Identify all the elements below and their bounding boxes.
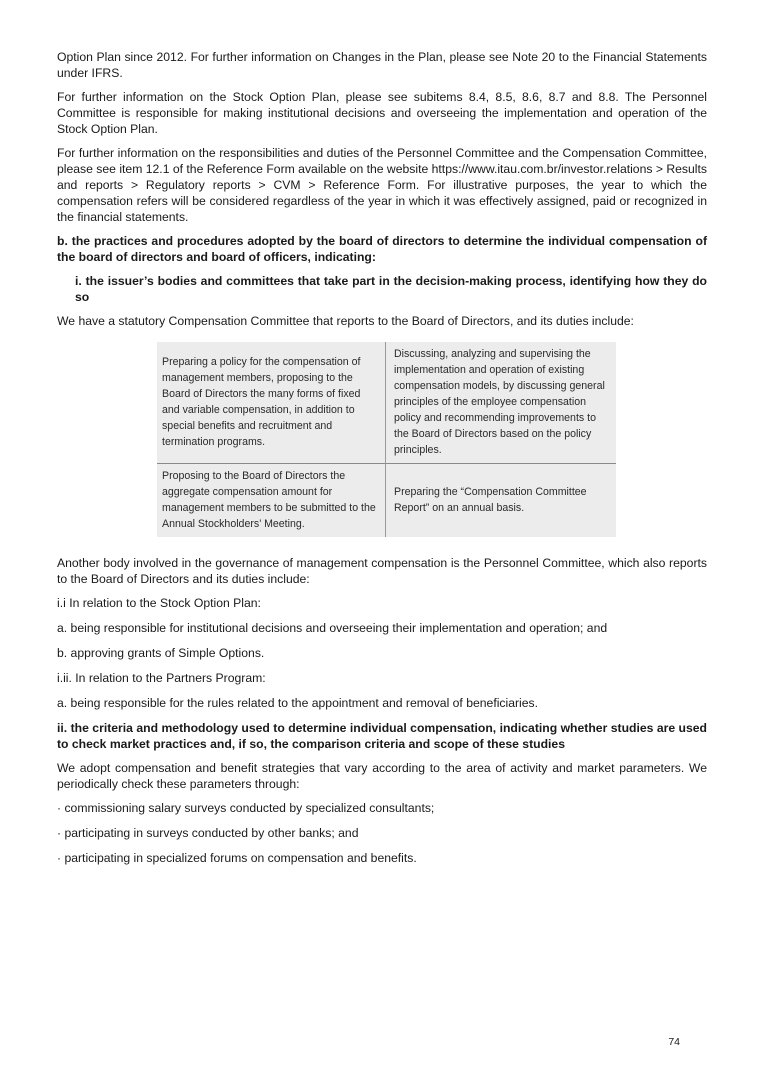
list-item: i.i In relation to the Stock Option Plan:	[57, 596, 261, 610]
list-item: a. being responsible for the rules related to the appointment and removal of beneficiaries.	[57, 696, 539, 710]
paragraph-personnel-committee: Another body involved in the governance of management compensation is the Personnel Committee, which also reports to the Board of Directors and its duties include:	[57, 556, 707, 586]
duty-cell: Preparing a policy for the compensation of management members, proposing to the Board of Directors the many forms of fixed and variable compensation, in addition to special benefits and recruitment and termination programs.	[157, 342, 386, 463]
document-page	[57, 49, 707, 875]
list-item: b. approving grants of Simple Options.	[57, 646, 265, 660]
bullet-item: · participating in surveys conducted by other banks; and	[57, 826, 359, 840]
paragraph-responsibilities: For further information on the responsibilities and duties of the Personnel Committee and the Compensation Committee, please see item 12.1 of the Reference Form available on the website https://www.itau.com.br/investor.relations > Results and reports > Regulatory reports > CVM > Reference Form. For illustrative purposes, the year to which the compensation refers will be considered regardless of the year in which it was effectively assigned, paid or recognized in the financial statements.	[57, 146, 707, 224]
bullet-item: · participating in specialized forums on compensation and benefits.	[57, 851, 417, 865]
subsection-heading-i: i. the issuer’s bodies and committees that take part in the decision-making process, identifying how they do so	[75, 274, 707, 304]
subsection-heading-ii: ii. the criteria and methodology used to determine individual compensation, indicating whether studies are used to check market practices and, if so, the comparison criteria and scope of these studies	[57, 721, 707, 751]
paragraph-compensation-committee: We have a statutory Compensation Committee that reports to the Board of Directors, and its duties include:	[57, 314, 634, 328]
bullet-item: · commissioning salary surveys conducted by specialized consultants;	[57, 801, 435, 815]
duty-cell: Preparing the “Compensation Committee Report” on an annual basis.	[386, 463, 616, 537]
page-number: 74	[668, 1036, 680, 1048]
duty-cell: Discussing, analyzing and supervising the implementation and operation of existing compensation models, by discussing general principles of the employee compensation policy and recommending improvements to the Board of Directors based on the policy principles.	[394, 348, 605, 456]
paragraph-stock-option-plan: For further information on the Stock Option Plan, please see subitems 8.4, 8.5, 8.6, 8.7 and 8.8. The Personnel Committee is responsible for making institutional decisions and overseeing the implementation and operation of the Stock Option Plan.	[57, 90, 707, 136]
list-item: i.ii. In relation to the Partners Program:	[57, 671, 266, 685]
paragraph-strategies: We adopt compensation and benefit strategies that vary according to the area of activity and market parameters. We periodically check these parameters through:	[57, 761, 707, 791]
compensation-committee-duties-table	[157, 342, 616, 537]
list-item: a. being responsible for institutional decisions and overseeing their implementation and operation; and	[57, 621, 608, 635]
paragraph-plan-changes: Option Plan since 2012. For further information on Changes in the Plan, please see Note 20 to the Financial Statements under IFRS.	[57, 50, 707, 80]
section-heading-b: b. the practices and procedures adopted by the board of directors to determine the individual compensation of the board of directors and board of officers, indicating:	[57, 234, 707, 264]
duty-cell: Proposing to the Board of Directors the aggregate compensation amount for management members to be submitted to the Annual Stockholders’ Meeting.	[157, 463, 386, 537]
